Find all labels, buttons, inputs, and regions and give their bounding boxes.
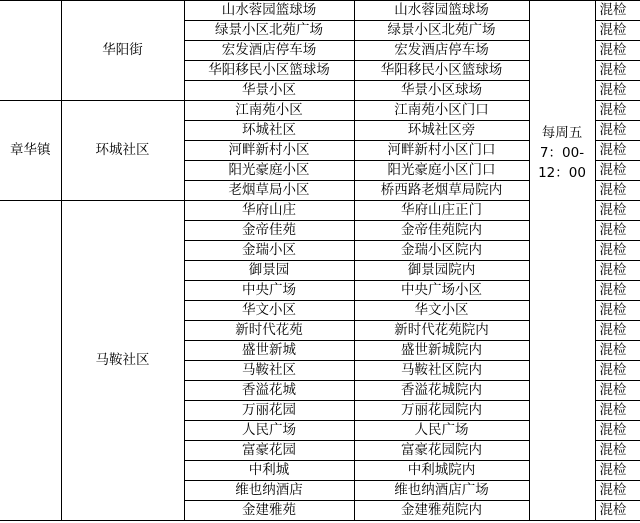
test-type-cell[interactable]: 混检	[595, 201, 640, 221]
test-type-cell[interactable]: 混检	[595, 381, 640, 401]
site-cell[interactable]: 山水蓉园篮球场	[184, 1, 354, 21]
test-type-cell[interactable]: 混检	[595, 101, 640, 121]
site-cell[interactable]: 富豪花园	[184, 441, 354, 461]
location-cell[interactable]: 华阳移民小区篮球场	[354, 61, 529, 81]
site-cell[interactable]: 河畔新村小区	[184, 141, 354, 161]
community-cell[interactable]: 华阳街	[61, 1, 184, 101]
site-cell[interactable]: 绿景小区北苑广场	[184, 21, 354, 41]
town-cell[interactable]: 章华镇	[0, 101, 61, 201]
site-cell[interactable]: 新时代花苑	[184, 321, 354, 341]
site-cell[interactable]: 人民广场	[184, 421, 354, 441]
location-cell[interactable]: 山水蓉园篮球场	[354, 1, 529, 21]
test-type-cell[interactable]: 混检	[595, 341, 640, 361]
schedule-line: 7：00-	[539, 145, 585, 161]
site-cell[interactable]: 金瑞小区	[184, 241, 354, 261]
location-cell[interactable]: 桥西路老烟草局院内	[354, 181, 529, 201]
test-type-cell[interactable]: 混检	[595, 21, 640, 41]
test-type-cell[interactable]: 混检	[595, 461, 640, 481]
test-type-cell[interactable]: 混检	[595, 501, 640, 521]
test-type-cell[interactable]: 混检	[595, 481, 640, 501]
location-cell[interactable]: 万丽花园院内	[354, 401, 529, 421]
test-type-cell[interactable]: 混检	[595, 301, 640, 321]
schedule-line: 12：00	[538, 165, 586, 181]
site-cell[interactable]: 华景小区	[184, 81, 354, 101]
test-type-cell[interactable]: 混检	[595, 1, 640, 21]
test-type-cell[interactable]: 混检	[595, 361, 640, 381]
location-cell[interactable]: 人民广场	[354, 421, 529, 441]
location-cell[interactable]: 香溢花城院内	[354, 381, 529, 401]
location-cell[interactable]: 华景小区球场	[354, 81, 529, 101]
test-type-cell[interactable]: 混检	[595, 161, 640, 181]
test-type-cell[interactable]: 混检	[595, 81, 640, 101]
location-cell[interactable]: 盛世新城院内	[354, 341, 529, 361]
location-cell[interactable]: 新时代花苑院内	[354, 321, 529, 341]
location-cell[interactable]: 富豪花园院内	[354, 441, 529, 461]
test-type-cell[interactable]: 混检	[595, 141, 640, 161]
site-cell[interactable]: 香溢花城	[184, 381, 354, 401]
test-type-cell[interactable]: 混检	[595, 221, 640, 241]
site-cell[interactable]: 维也纳酒店	[184, 481, 354, 501]
table-row	[0, 1, 640, 21]
community-cell[interactable]: 环城社区	[61, 101, 184, 201]
site-cell[interactable]: 中央广场	[184, 281, 354, 301]
site-cell[interactable]: 中利城	[184, 461, 354, 481]
town-cell[interactable]	[0, 201, 61, 521]
site-cell[interactable]: 御景园	[184, 261, 354, 281]
location-cell[interactable]: 绿景小区北苑广场	[354, 21, 529, 41]
location-cell[interactable]: 华府山庄正门	[354, 201, 529, 221]
test-type-cell[interactable]: 混检	[595, 61, 640, 81]
site-cell[interactable]: 老烟草局小区	[184, 181, 354, 201]
location-cell[interactable]: 马鞍社区院内	[354, 361, 529, 381]
test-type-cell[interactable]: 混检	[595, 261, 640, 281]
site-cell[interactable]: 金帝佳苑	[184, 221, 354, 241]
site-cell[interactable]: 江南苑小区	[184, 101, 354, 121]
location-cell[interactable]: 中央广场小区	[354, 281, 529, 301]
site-cell[interactable]: 华阳移民小区篮球场	[184, 61, 354, 81]
town-cell[interactable]	[0, 1, 61, 101]
table-body	[0, 1, 640, 521]
site-cell[interactable]: 环城社区	[184, 121, 354, 141]
location-cell[interactable]: 河畔新村小区门口	[354, 141, 529, 161]
site-cell[interactable]: 马鞍社区	[184, 361, 354, 381]
site-cell[interactable]: 万丽花园	[184, 401, 354, 421]
location-cell[interactable]: 金建雅苑院内	[354, 501, 529, 521]
community-cell[interactable]: 马鞍社区	[61, 201, 184, 521]
test-type-cell[interactable]: 混检	[595, 421, 640, 441]
site-cell[interactable]: 金建雅苑	[184, 501, 354, 521]
test-type-cell[interactable]: 混检	[595, 441, 640, 461]
location-cell[interactable]: 金帝佳苑院内	[354, 221, 529, 241]
site-cell[interactable]: 盛世新城	[184, 341, 354, 361]
schedule-cell[interactable]	[529, 1, 595, 521]
location-cell[interactable]: 阳光豪庭小区门口	[354, 161, 529, 181]
test-type-cell[interactable]: 混检	[595, 41, 640, 61]
site-cell[interactable]: 华府山庄	[184, 201, 354, 221]
site-cell[interactable]: 阳光豪庭小区	[184, 161, 354, 181]
site-cell[interactable]: 华文小区	[184, 301, 354, 321]
location-cell[interactable]: 华文小区	[354, 301, 529, 321]
test-type-cell[interactable]: 混检	[595, 241, 640, 261]
test-type-cell[interactable]: 混检	[595, 121, 640, 141]
test-type-cell[interactable]: 混检	[595, 281, 640, 301]
location-cell[interactable]: 环城社区旁	[354, 121, 529, 141]
location-cell[interactable]: 御景园院内	[354, 261, 529, 281]
location-cell[interactable]: 宏发酒店停车场	[354, 41, 529, 61]
test-type-cell[interactable]: 混检	[595, 181, 640, 201]
test-type-cell[interactable]: 混检	[595, 401, 640, 421]
location-cell[interactable]: 江南苑小区门口	[354, 101, 529, 121]
schedule-line: 每周五	[541, 125, 583, 141]
location-cell[interactable]: 金瑞小区院内	[354, 241, 529, 261]
site-cell[interactable]: 宏发酒店停车场	[184, 41, 354, 61]
test-type-cell[interactable]: 混检	[595, 321, 640, 341]
location-cell[interactable]: 中利城院内	[354, 461, 529, 481]
location-cell[interactable]: 维也纳酒店广场	[354, 481, 529, 501]
